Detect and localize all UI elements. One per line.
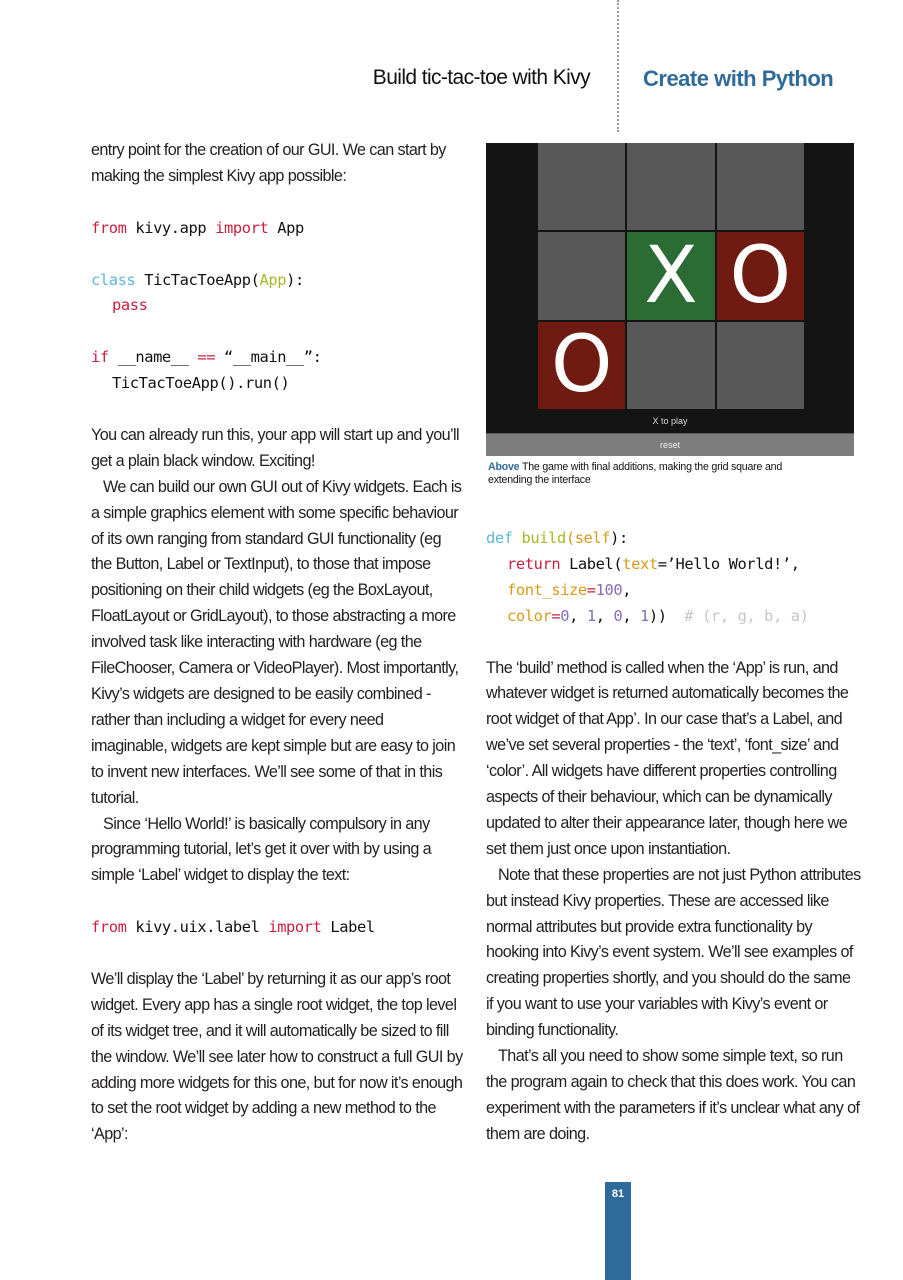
root-widget-paragraph: We’ll display the ‘Label’ by returning it as our app’s root widget. Every app has a single root widget, the top level of its widget tree, and it will automatically be sized to fill the window. We’ll see later how to construct a full GUI by adding more widgets for this one, but for now it’s enough to set the root widget by adding a new method to the ‘App’: — [91, 969, 463, 1144]
page-number-tab — [605, 1182, 631, 1280]
status-label: X to play — [652, 416, 688, 426]
run-paragraph: You can already run this, your app will start up and you’ll get a plain black window. Exciting! — [91, 425, 460, 470]
hello-paragraph: Since ‘Hello World!’ is basically compulsory in any programming tutorial, let’s get it over with by using a simple ‘Label’ widget to display the text: — [91, 814, 432, 885]
right-column — [486, 526, 861, 1148]
code-block-minimal-app: from kivy.app import App class TicTacToeApp(App): pass if __name__ == “__main__”: TicTacToeApp().run() — [91, 218, 322, 393]
game-grid — [538, 143, 804, 409]
grid-cell — [627, 143, 714, 230]
section-title: Create with Python — [643, 66, 834, 91]
grid-cell — [627, 322, 714, 409]
grid-cell — [538, 143, 625, 230]
grid-cell — [538, 232, 625, 319]
caption-text: The game with final additions, making the grid square and extending the interface — [488, 461, 783, 486]
article-title: Build tic-tac-toe with Kivy — [372, 66, 590, 89]
code-block-import-label: from kivy.uix.label import Label — [91, 918, 375, 937]
tic-tac-toe-screenshot — [486, 143, 854, 456]
build-method-paragraph: The ‘build’ method is called when the ‘App’ is run, and whatever widget is returned automatically becomes the root widget of that App’. In our case that’s a Label, and we’ve set several properties - the ‘text’, ‘font_size’ and ‘color’. All widgets have different properties controlling aspects of their behaviour, which can be dynamically updated to alter their appearance later, though here we set them just once upon instantiation. — [486, 658, 849, 858]
grid-cell — [717, 143, 804, 230]
left-column — [91, 138, 463, 1148]
grid-cell: X — [627, 232, 714, 319]
intro-paragraph: entry point for the creation of our GUI. We can start by making the simplest Kivy app possible: — [91, 141, 446, 185]
page-number: 81 — [611, 1188, 625, 1200]
closing-paragraph: That’s all you need to show some simple text, so run the program again to check that this does work. You can experiment with the parameters if it’s unclear what any of them are doing. — [486, 1047, 860, 1143]
kivy-properties-paragraph: Note that these properties are not just Python attributes but instead Kivy properties. These are accessed like normal attributes but provide extra functionality by hooking into Kivy’s event system. We’ll see examples of creating properties shortly, and you should do the same if you want to use your variables with Kivy’s event or binding functionality. — [486, 865, 861, 1040]
code-block-build-method: def build(self): return Label(text=’Hello World!’, font_size=100, color=0, 1, 0, 1)) # (r, g, b, a) — [486, 529, 809, 625]
header-divider — [617, 0, 619, 132]
grid-cell: O — [538, 322, 625, 409]
caption-label: Above — [488, 461, 520, 473]
figure-caption — [488, 461, 828, 487]
grid-cell — [717, 322, 804, 409]
grid-cell: O — [717, 232, 804, 319]
reset-button: reset — [486, 433, 854, 456]
widgets-paragraph: We can build our own GUI out of Kivy widgets. Each is a simple graphics element with some specific behaviour of its own ranging from standard GUI functionality (eg the Button, Label or TextInput), to those that impose positioning on their child widgets (eg the BoxLayout, FloatLayout or GridLayout), to those abstracting a more involved task like interacting with hardware (eg the FileChooser, Camera or VideoPlayer). Most importantly, Kivy’s widgets are designed to be easily combined - rather than including a widget for every need imaginable, widgets are kept simple but are easy to join to invent new interfaces. We’ll see some of that in this tutorial. — [91, 477, 462, 807]
